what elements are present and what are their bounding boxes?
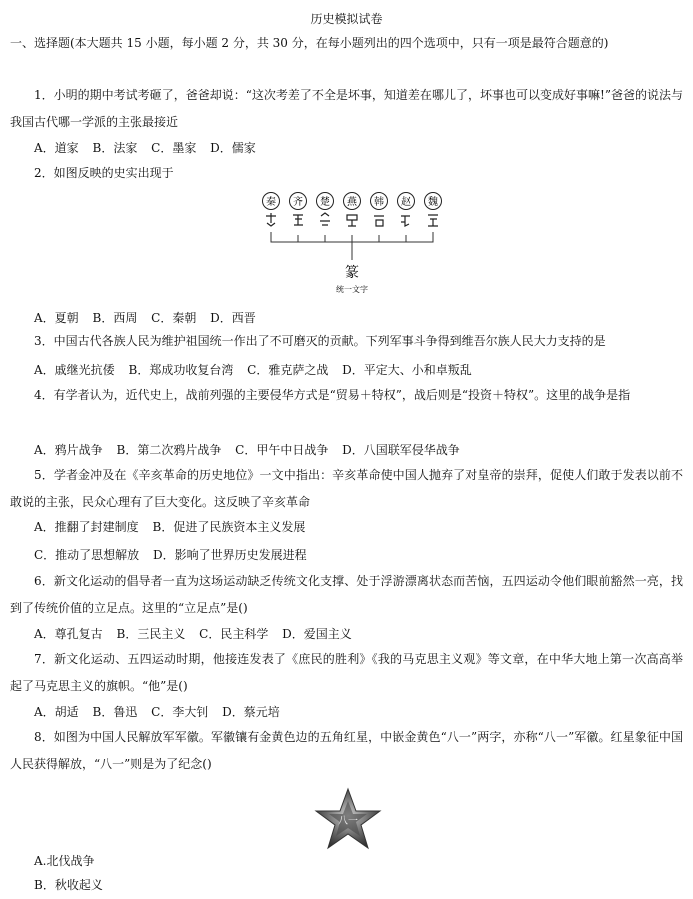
q2-option-d: D．西晋: [210, 311, 256, 325]
q5-option-b: B．促进了民族资本主义发展: [152, 520, 306, 534]
question-3-stem: 3．中国古代各族人民为维护祖国统一作出了不可磨灭的贡献。下列军事斗争得到维吾尔族人民大力支持的是: [34, 334, 606, 348]
q6-option-b: B．三民主义: [116, 627, 186, 641]
q5-option-d: D．影响了世界历史发展进程: [153, 548, 307, 562]
q7-option-b: B．鲁迅: [92, 705, 138, 719]
state-han: 韩: [374, 197, 384, 208]
q3-option-c: C．雅克萨之战: [247, 363, 329, 377]
page-title: 历史模拟试卷: [310, 12, 383, 26]
question-7-options: [34, 702, 290, 722]
question-2-stem: 2．如图反映的史实出现于: [34, 166, 174, 180]
unified-glyph: 篆: [345, 265, 359, 281]
question-5-stem: 5．学者金冲及在《辛亥革命的历史地位》一文中指出：辛亥革命使中国人抛弃了对皇帝的崇拜，促使人们敢于发表以前不敢说的主张，民众心理有了巨大变化。这反映了辛亥革命: [10, 468, 683, 509]
q3-option-d: D．平定大、小和卓叛乱: [342, 363, 472, 377]
bracket-lines: [271, 232, 433, 260]
q7-option-c: C．李大钊: [151, 705, 209, 719]
question-7-stem: 7．新文化运动、五四运动时期，他接连发表了《庶民的胜利》《我的马克思主义观》等文章，在中华大地上第一次高高举起了马克思主义的旗帜。“他”是(): [10, 652, 683, 693]
q4-option-b: B．第二次鸦片战争: [116, 443, 222, 457]
unified-script-figure: [255, 188, 455, 300]
q3-option-b: B．郑成功收复台湾: [128, 363, 234, 377]
question-6-stem: 6．新文化运动的倡导者一直为这场运动缺乏传统文化支撑、处于浮游漂离状态而苦恼，五四运动令他们眼前豁然一亮，找到了传统价值的立足点。这里的“立足点”是(): [10, 574, 683, 615]
question-8-option-b-line: [34, 875, 113, 895]
q4-option-d: D．八国联军侵华战争: [342, 443, 460, 457]
question-6-options: [34, 624, 362, 644]
state-zhao: 赵: [401, 197, 411, 208]
state-circles: [263, 193, 442, 210]
q4-option-a: A．鸦片战争: [34, 443, 103, 457]
state-yan: 燕: [347, 197, 357, 208]
q7-option-a: A．胡适: [34, 705, 79, 719]
q3-option-a: A．戚继光抗倭: [34, 363, 115, 377]
question-4-options: [34, 440, 470, 460]
question-8-stem: 8．如图为中国人民解放军军徽。军徽镶有金黄色边的五角红星，中嵌金黄色“八一”两字，亦称“八一”军徽。红星象征中国人民获得解放，“八一”则是为了纪念(): [10, 730, 683, 771]
question-3-options: [34, 360, 482, 380]
q1-option-a: A．道家: [34, 141, 79, 155]
emblem-text: 八一: [338, 816, 358, 827]
army-emblem-star: [313, 787, 383, 851]
section-instructions: 一、选择题(本大题共 15 小题，每小题 2 分，共 30 分，在每小题列出的四个选项中，只有一项是最符合题意的): [10, 36, 609, 50]
q6-option-a: A．尊孔复古: [34, 627, 103, 641]
q8-option-b: B．秋收起义: [34, 878, 103, 892]
q5-option-c: C．推动了思想解放: [34, 548, 140, 562]
q1-option-b: B．法家: [92, 141, 138, 155]
question-5-options-row1: [34, 517, 315, 537]
state-qin: 秦: [266, 197, 276, 208]
ancient-glyphs: [266, 213, 438, 226]
state-qi: 齐: [293, 197, 303, 208]
q2-option-b: B．西周: [92, 311, 138, 325]
q2-option-a: A．夏朝: [34, 311, 79, 325]
q6-option-c: C．民主科学: [199, 627, 269, 641]
state-wei: 魏: [428, 197, 438, 208]
question-2-options: [34, 308, 266, 328]
figure-caption: 统一文字: [336, 285, 368, 294]
q2-option-c: C．秦朝: [151, 311, 197, 325]
state-chu: 楚: [320, 197, 330, 208]
q1-option-d: D．儒家: [210, 141, 256, 155]
q7-option-d: D．蔡元培: [222, 705, 280, 719]
question-4-stem: 4．有学者认为，近代史上，战前列强的主要侵华方式是“贸易＋特权”，战后则是“投资＋特权”。这里的战争是指: [34, 388, 631, 402]
question-1-options: [34, 138, 266, 158]
q5-option-a: A．推翻了封建制度: [34, 520, 139, 534]
question-1-stem: 1．小明的期中考试考砸了，爸爸却说：“这次考差了不全是坏事，知道差在哪儿了，坏事也可以变成好事嘛!”爸爸的说法与我国古代哪一学派的主张最接近: [10, 88, 683, 129]
q1-option-c: C．墨家: [151, 141, 197, 155]
q4-option-c: C．甲午中日战争: [235, 443, 329, 457]
q6-option-d: D．爱国主义: [282, 627, 352, 641]
q8-option-a: A.北伐战争: [34, 854, 95, 868]
question-5-options-row2: [34, 545, 317, 565]
question-8-option-a-line: [34, 851, 104, 871]
